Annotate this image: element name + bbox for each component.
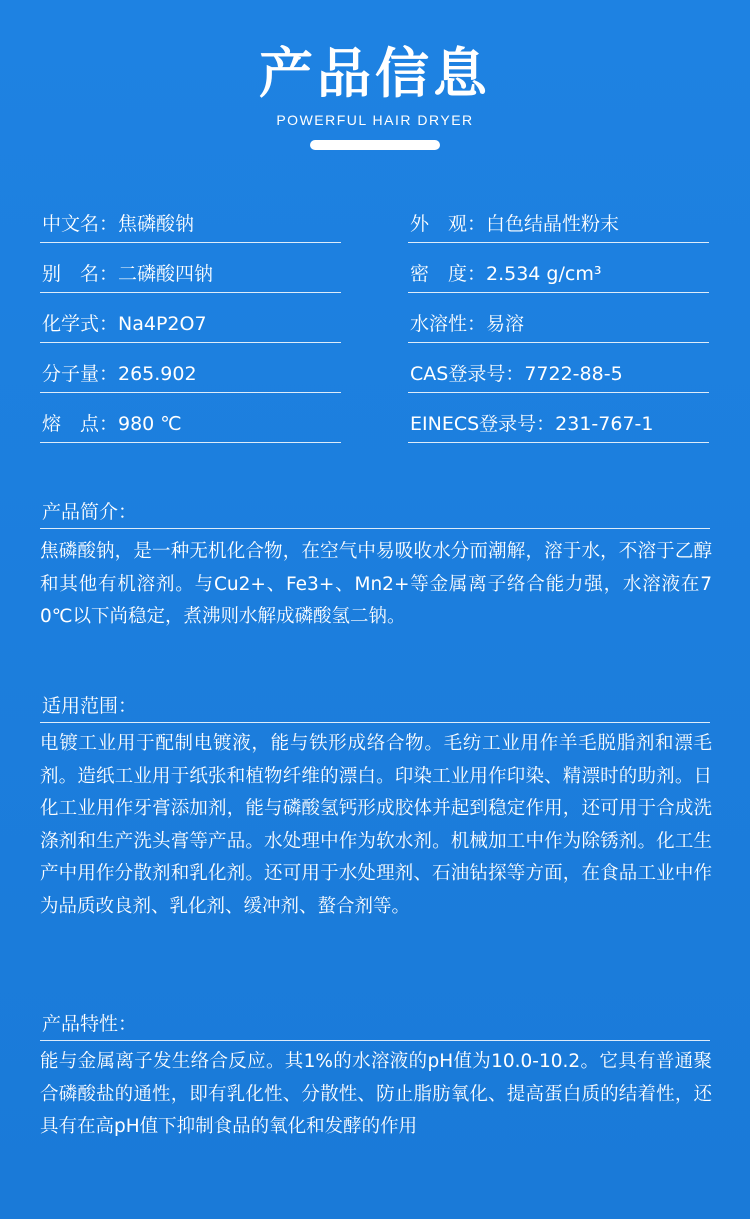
section-heading-features (40, 1000, 710, 1041)
section-heading-intro (40, 488, 710, 529)
section-body-intro: 焦磷酸钠，是一种无机化合物，在空气中易吸收水分而潮解，溶于水，不溶于乙醇和其他有机溶剂。与Cu2+、Fe3+、Mn2+等金属离子络合能力强，水溶液在70℃以下尚稳定，煮沸则水解成磷酸氢二钠。 (40, 541, 712, 627)
spec-text: 分子量：265.902 (42, 363, 197, 385)
spec-text: EINECS登录号：231-767-1 (410, 413, 654, 435)
section-heading-text: 产品特性： (42, 1013, 138, 1035)
spec-cas-number (408, 342, 709, 393)
spec-melting-point (40, 392, 341, 443)
spec-text: 化学式：Na4P2O7 (42, 313, 207, 335)
title-underline-bar (310, 140, 440, 150)
spec-formula (40, 292, 341, 343)
page-header (0, 42, 750, 150)
spec-appearance (408, 192, 709, 243)
page-title: 产品信息 (259, 42, 491, 105)
spec-text: 熔 点：980 ℃ (42, 413, 182, 435)
spec-text: 水溶性：易溶 (410, 313, 525, 335)
section-heading-text: 适用范围： (42, 695, 138, 717)
spec-text: 中文名：焦磷酸钠 (42, 213, 195, 235)
section-body-applications: 电镀工业用于配制电镀液，能与铁形成络合物。毛纺工业用作羊毛脱脂剂和漂毛剂。造纸工业用于纸张和植物纤维的漂白。印染工业用作印染、精漂时的助剂。日化工业用作牙膏添加剂，能与磷酸氢钙形成胶体并起到稳定作用，还可用于合成洗涤剂和生产洗头膏等产品。水处理中作为软水剂。机械加工中作为除锈剂。化工生产中用作分散剂和乳化剂。还可用于水处理剂、石油钻探等方面，在食品工业中作为品质改良剂、乳化剂、缓冲剂、螯合剂等。 (40, 733, 712, 917)
section-body-features: 能与金属离子发生络合反应。其1%的水溶液的pH值为10.0-10.2。它具有普通聚合磷酸盐的通性，即有乳化性、分散性、防止脂肪氧化、提高蛋白质的结着性，还具有在高pH值下抑制食品的氧化和发酵的作用 (40, 1051, 712, 1137)
spec-alias (40, 242, 341, 293)
spec-text: CAS登录号：7722-88-5 (410, 363, 623, 385)
spec-molecular-weight (40, 342, 341, 393)
spec-einecs-number (408, 392, 709, 443)
spec-density (408, 242, 709, 293)
section-heading-text: 产品简介： (42, 501, 138, 523)
spec-text: 密 度：2.534 g/cm³ (410, 263, 602, 285)
spec-text: 别 名：二磷酸四钠 (42, 263, 214, 285)
spec-text: 外 观：白色结晶性粉末 (410, 213, 620, 235)
section-heading-applications (40, 682, 710, 723)
spec-chinese-name (40, 192, 341, 243)
page-subtitle: POWERFUL HAIR DRYER (276, 112, 474, 128)
spec-solubility (408, 292, 709, 343)
